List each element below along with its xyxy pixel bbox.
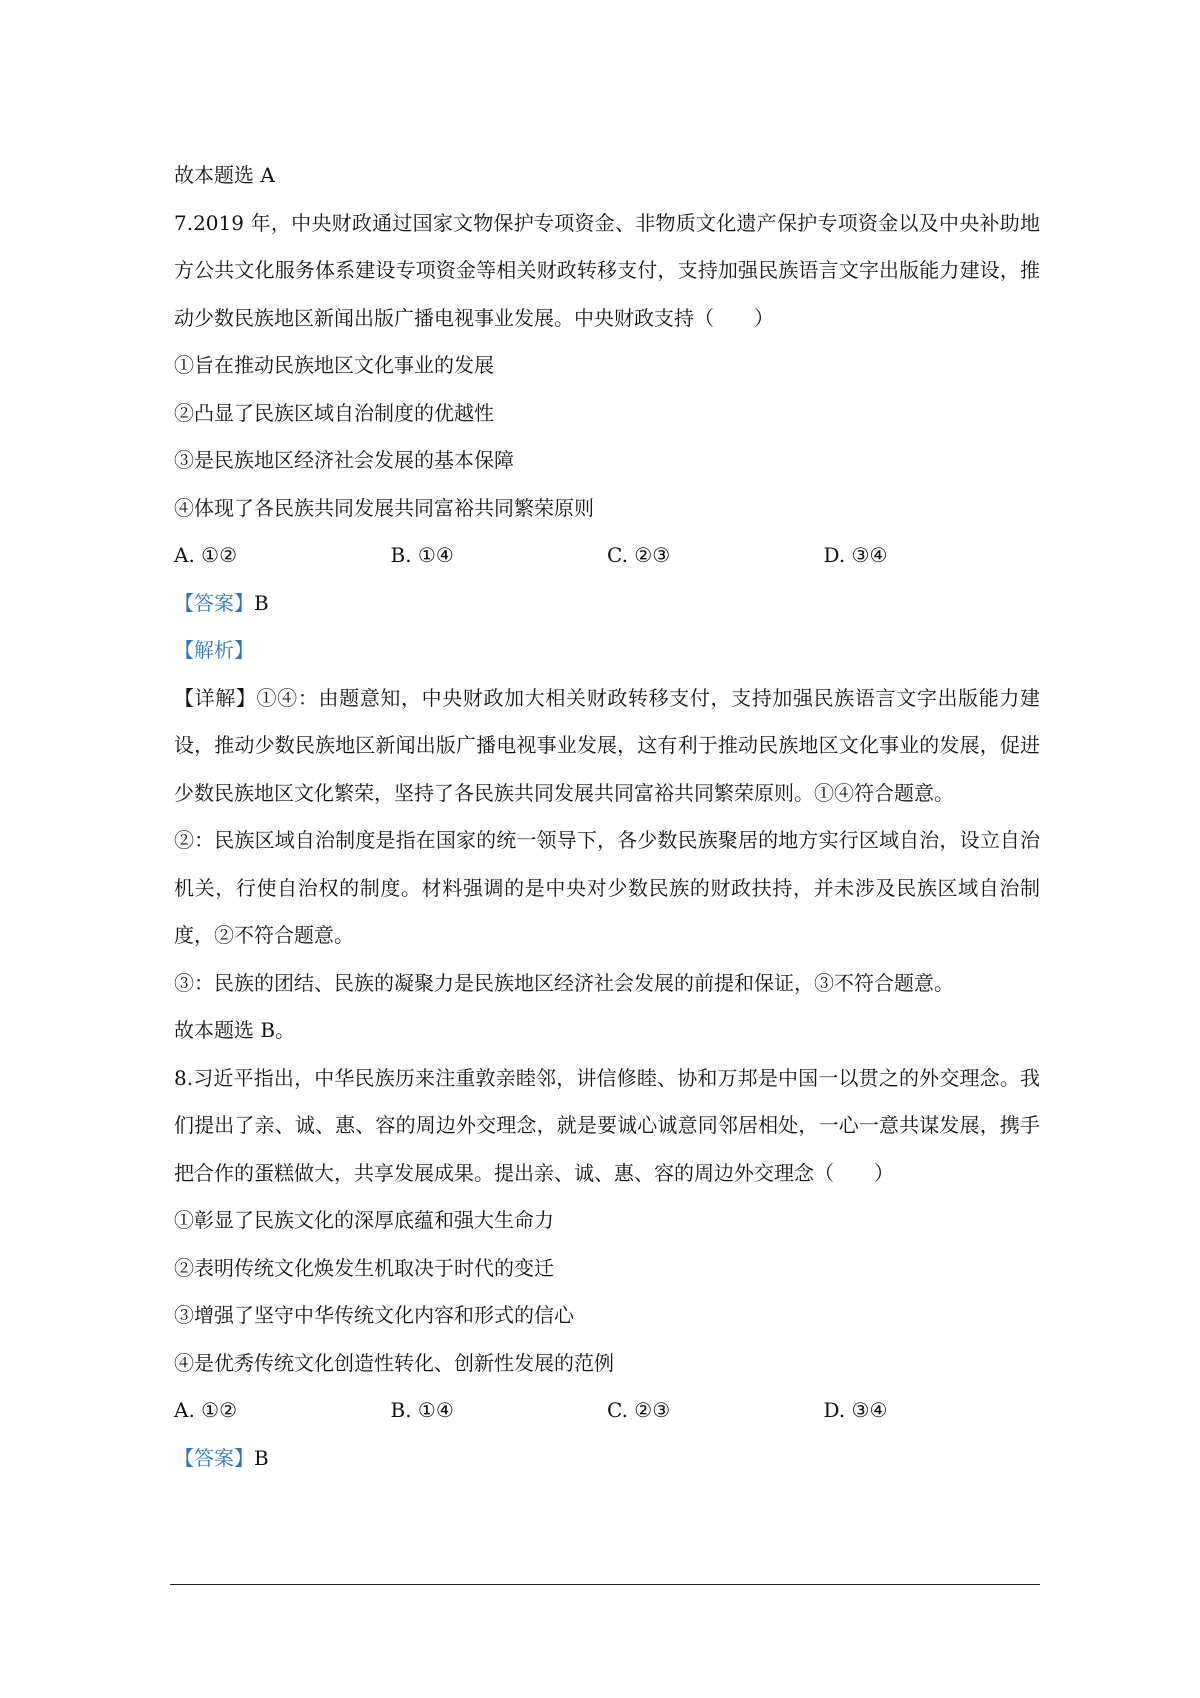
q8-option-a: A. ①②: [174, 1398, 238, 1422]
q7-statement-3: ③是民族地区经济社会发展的基本保障: [174, 448, 514, 472]
q7-options: [174, 532, 1040, 580]
q7-option-b: B. ①④: [390, 543, 454, 567]
q7-answer-tag: 【答案】: [174, 590, 254, 615]
q8-stem: 8.习近平指出，中华民族历来注重敦亲睦邻，讲信修睦、协和万邦是中国一以贯之的外交理念。我们提出了亲、诚、惠、容的周边外交理念，就是要诚心诚意同邻居相处，一心一意共谋发展，携手把合作的蛋糕做大，共享发展成果。提出亲、诚、惠、容的周边外交理念（ ）: [174, 1065, 1040, 1185]
q8-statement-3: ③增强了坚守中华传统文化内容和形式的信心: [174, 1303, 574, 1327]
q8-statement-2: ②表明传统文化焕发生机取决于时代的变迁: [174, 1255, 554, 1280]
q7-detail-tag: 【详解】: [174, 685, 257, 710]
q7-conclusion: 故本题选 B。: [174, 1018, 296, 1042]
q7-answer: [174, 580, 1040, 628]
q7-statement-2: ②凸显了民族区域自治制度的优越性: [174, 400, 494, 425]
q7-analysis-tag: 【解析】: [174, 638, 254, 662]
q7-statement-1: ①旨在推动民族地区文化事业的发展: [174, 353, 494, 377]
q7-answer-value: B: [254, 590, 269, 615]
q8-statement-4: ④是优秀传统文化创造性转化、创新性发展的范例: [174, 1350, 614, 1375]
footer-divider: [170, 1584, 1040, 1585]
q7-stem: 7.2019 年，中央财政通过国家文物保护专项资金、非物质文化遗产保护专项资金以及中央补助地方公共文化服务体系建设专项资金等相关财政转移支付，支持加强民族语言文字出版能力建设，推动少数民族地区新闻出版广播电视事业发展。中央财政支持（ ）: [174, 210, 1040, 330]
q8-answer-value: B: [254, 1445, 269, 1470]
document-page: [174, 152, 1040, 1482]
q7-detail-2: ②：民族区域自治制度是指在国家的统一领导下，各少数民族聚居的地方实行区域自治，设立自治机关，行使自治权的制度。材料强调的是中央对少数民族的财政扶持，并未涉及民族区域自治制度，②不符合题意。: [174, 828, 1040, 947]
q7-statement-4: ④体现了各民族共同发展共同富裕共同繁荣原则: [174, 495, 594, 520]
q7-detail-1-text: ①④：由题意知，中央财政加大相关财政转移支付，支持加强民族语言文字出版能力建设，推动少数民族地区新闻出版广播电视事业发展，这有利于推动民族地区文化事业的发展，促进少数民族地区文化繁荣，坚持了各民族共同发展共同富裕共同繁荣原则。①④符合题意。: [174, 685, 1041, 805]
q8-option-c: C. ②③: [607, 1398, 671, 1422]
q8-statement-1: ①彰显了民族文化的深厚底蕴和强大生命力: [174, 1208, 554, 1232]
q7-option-c: C. ②③: [607, 543, 671, 567]
prev-conclusion: 故本题选 A: [174, 163, 275, 187]
q7-option-d: D. ③④: [823, 543, 888, 567]
q8-option-b: B. ①④: [390, 1398, 454, 1422]
q8-options: [174, 1387, 1040, 1435]
q8-answer-tag: 【答案】: [174, 1445, 254, 1470]
q8-answer: [174, 1435, 1040, 1483]
q8-option-d: D. ③④: [823, 1398, 888, 1422]
q7-detail-3: ③：民族的团结、民族的凝聚力是民族地区经济社会发展的前提和保证，③不符合题意。: [174, 970, 954, 995]
q7-detail-1: [174, 675, 1040, 818]
q7-option-a: A. ①②: [174, 543, 238, 567]
